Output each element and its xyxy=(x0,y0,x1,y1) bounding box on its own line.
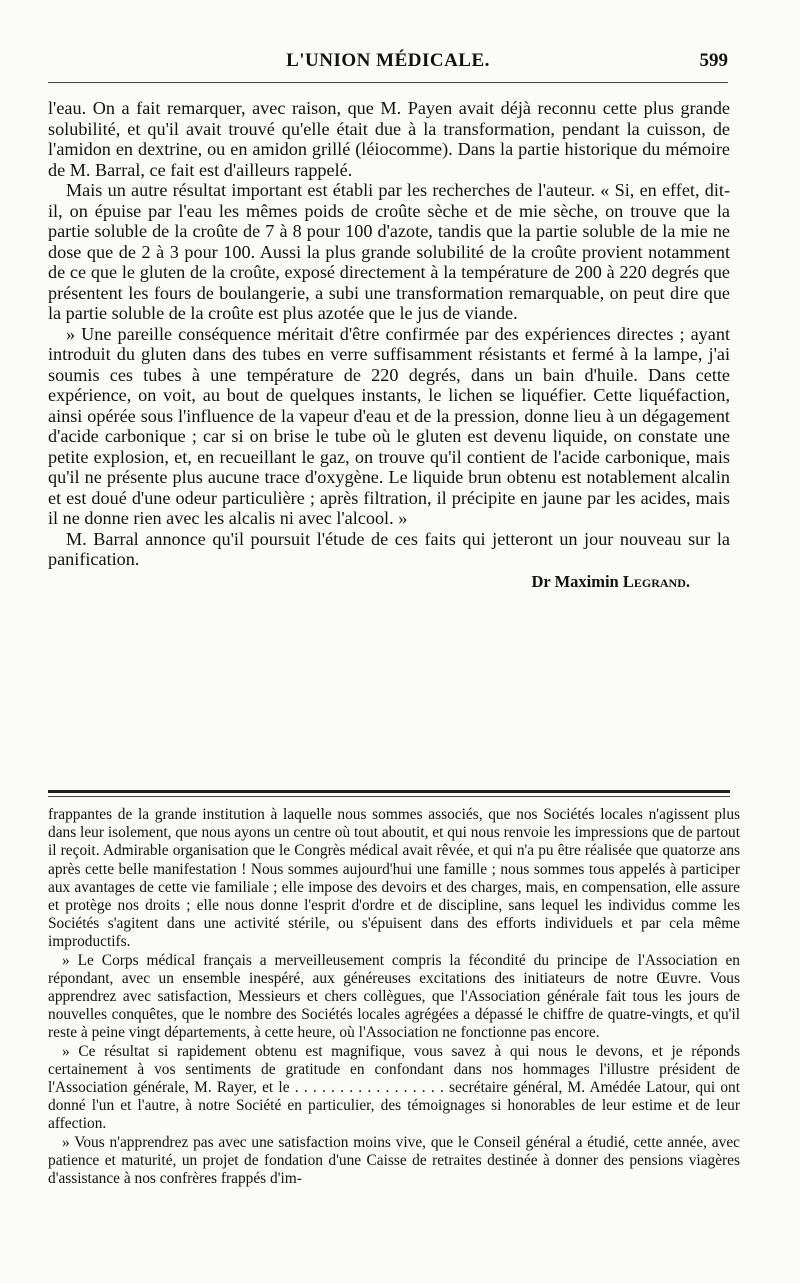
journal-title: L'UNION MÉDICALE. xyxy=(286,50,490,71)
section-divider-thin xyxy=(48,796,730,797)
signature-prefix: Dr Maximin xyxy=(531,571,619,591)
signature-name: Legrand. xyxy=(622,571,690,591)
header-rule xyxy=(48,82,728,83)
upper-paragraph-4: M. Barral annonce qu'il poursuit l'étude de ces faits qui jetteront un jour nouveau sur la panification. xyxy=(48,528,730,569)
upper-section xyxy=(48,98,730,592)
upper-paragraph-2: Mais un autre résultat important est établi par les recherches de l'auteur. « Si, en effet, dit-il, on épuise par l'eau les mêmes poids de croûte sèche et de mie sèche, on trouve que la partie soluble de la croûte de 7 à 8 pour 100 d'azote, tandis que la partie soluble de la mie ne dose que de 2 à 3 pour 100. Aussi la plus grande solubilité de la croûte provient notamment de ce que le gluten de la croûte, exposé directement à la température de 200 à 220 degrés que présentent les fours de boulangerie, a subi une transformation remarquable, on peut dire que la partie soluble de la croûte est plus azotée que le jus de viande. xyxy=(48,180,730,323)
upper-paragraph-1: l'eau. On a fait remarquer, avec raison, que M. Payen avait déjà reconnu cette plus grande solubilité, et qu'il avait trouvé qu'elle était due à la transformation, pendant la cuisson, de l'amidon en dextrine, ou en amidon grillé (léiocomme). Dans la partie historique du mémoire de M. Barral, ce fait est d'ailleurs rappelé. xyxy=(48,98,730,180)
lower-paragraph-4: » Vous n'apprendrez pas avec une satisfaction moins vive, que le Conseil général a étudié, cette année, avec patience et maturité, un projet de fondation d'une Caisse de retraites destinée à donner des pensions viagères d'assistance à nos confrères frappés d'im- xyxy=(48,1133,740,1188)
lower-section xyxy=(48,806,740,1188)
upper-paragraph-3: » Une pareille conséquence méritait d'être confirmée par des expériences directes ; ayant introduit du gluten dans des tubes en verre suffisamment résistants et fermé à la lampe, j'ai soumis ces tubes à une température de 220 degrés, dans un bain d'huile. Dans cette expérience, on voit, au bout de quelques instants, le lichen se liquéfier. Cette liquéfaction, ainsi opérée sous l'influence de la vapeur d'eau et de la pression, donne lieu à un dégagement d'acide carbonique ; car si on brise le tube où le gluten est devenu liquide, on constate une petite explosion, et, en recueillant le gaz, on trouve qu'il contient de l'acide carbonique, mais qu'il ne présente plus aucune trace d'oxygène. Le liquide brun obtenu est notablement alcalin et est doué d'une odeur particulière ; après filtration, il précipite en jaune par les acides, mais il ne donne rien avec les alcalis ni avec l'alcool. » xyxy=(48,323,730,528)
page-number: 599 xyxy=(699,50,728,71)
lower-paragraph-3: » Ce résultat si rapidement obtenu est magnifique, vous savez à qui nous le devons, et je réponds certainement à vos sentiments de gratitude en confondant dans nos hommages l'illustre président de l'Association générale, M. Rayer, et le . . . . . . . . . . . . . . . . . secrétaire général, M. Amédée Latour, qui ont donné l'un et l'autre, à notre Société en particulier, des témoignages si honorables de leur estime et de leur affection. xyxy=(48,1042,740,1133)
running-header xyxy=(48,50,728,78)
section-divider-thick xyxy=(48,790,730,793)
lower-paragraph-2: » Le Corps médical français a merveilleusement compris la fécondité du principe de l'Association en répondant, avec un ensemble inespéré, aux généreuses excitations des initiateurs de notre Œuvre. Vous apprendrez avec satisfaction, Messieurs et chers collègues, que l'Association générale fait tous les jours de nouvelles conquêtes, que le nombre des Sociétés locales agrégées a dépassé le chiffre de quatre-vingts, et qu'il reste à peine vingt départements, à cette heure, où l'Association ne fonctionne pas encore. xyxy=(48,951,740,1042)
author-signature xyxy=(48,572,730,593)
lower-paragraph-1: frappantes de la grande institution à laquelle nous sommes associés, que nos Sociétés locales n'agissent plus dans leur isolement, que nous ayons un centre où tout aboutit, et qui nous renvoie les impressions que de partout il reçoit. Admirable organisation que le Congrès médical avait rêvée, et qui n'a pu être réalisée que quatorze ans après cette belle manifestation ! Nous sommes aujourd'hui une famille ; nous sommes tous appelés à participer aux avantages de cette vie familiale ; elle impose des devoirs et des charges, mais, en compensation, elle assure et protège nos droits ; elle nous donne l'esprit d'ordre et de discipline, sans lequel les individus comme les Sociétés s'agitent dans une activité stérile, ou s'épuisent dans des efforts individuels et par cela même improductifs. xyxy=(48,806,741,951)
